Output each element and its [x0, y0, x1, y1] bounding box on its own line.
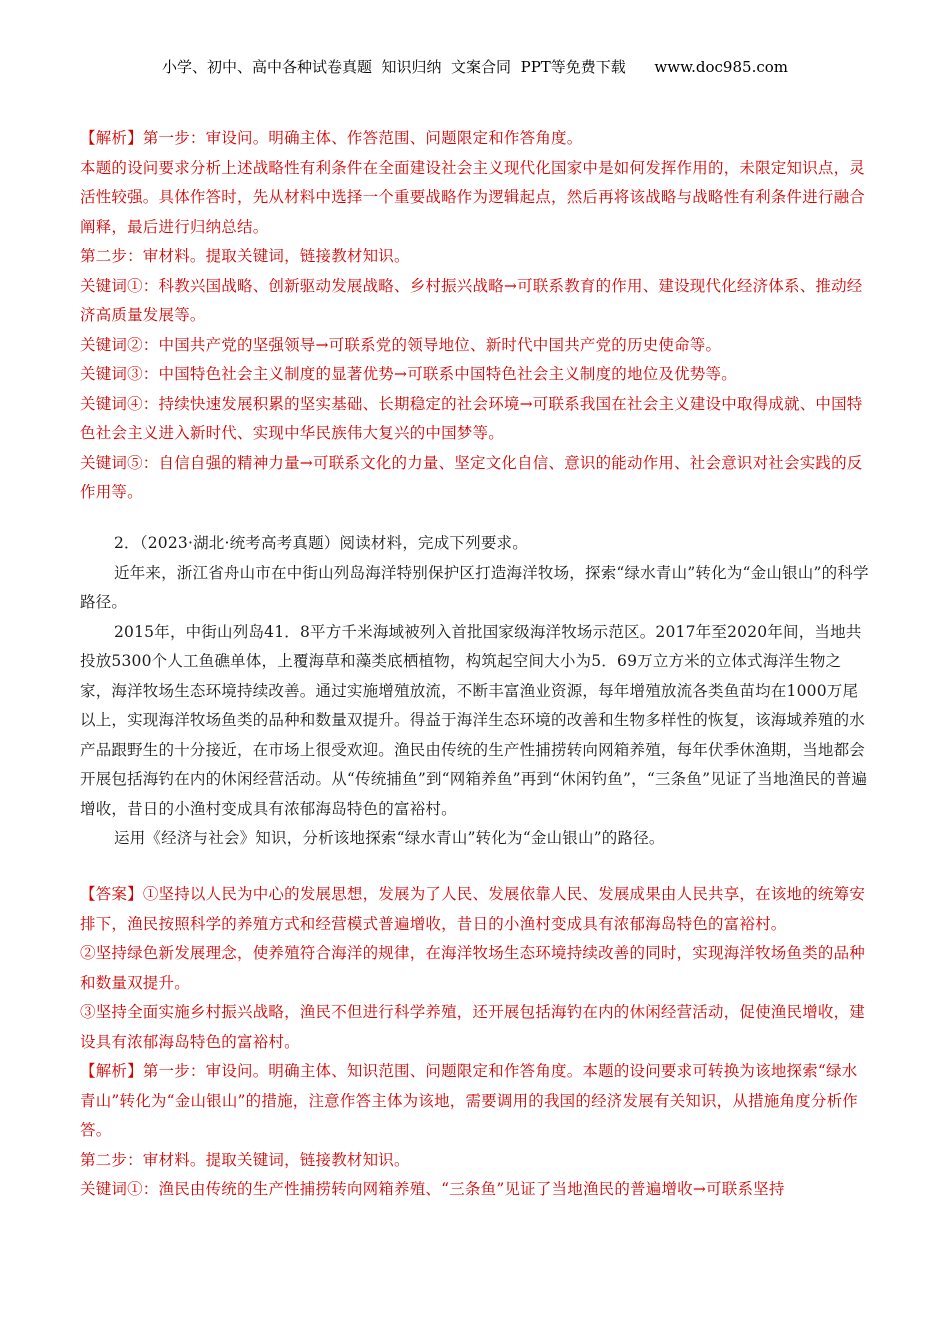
answer-2: ②坚持绿色新发展理念，使养殖符合海洋的规律，在海洋牧场生态环境持续改善的同时，实现海洋牧场鱼类的品种和数量双提升。	[80, 944, 866, 992]
analysis-tag: 【解析】	[80, 129, 143, 147]
answer-1	[80, 880, 872, 939]
analysis-paragraph: 本题的设问要求分析上述战略性有利条件在全面建设社会主义现代化国家中是如何发挥作用的，未限定知识点，灵活性较强。具体作答时，先从材料中选择一个重要战略作为逻辑起点，然后再将该战略与战略性有利条件进行融合阐释，最后进行归纳总结。	[80, 158, 866, 236]
question-prompt: 运用《经济与社会》知识，分析该地探索“绿水青山”转化为“金山银山”的路径。	[114, 829, 665, 847]
keyword-3: 关键词③：中国特色社会主义制度的显著优势→可联系中国特色社会主义制度的地位及优势等。	[80, 365, 737, 383]
analysis-section-1	[80, 124, 872, 508]
analysis-tag-2: 【解析】	[80, 1062, 143, 1080]
answer-section	[80, 880, 872, 1205]
analysis-step1	[80, 124, 872, 154]
analysis-2-step1	[80, 1057, 872, 1146]
question-title: 2．（2023·湖北·统考高考真题）阅读材料，完成下列要求。	[114, 534, 528, 552]
answer-3: ③坚持全面实施乡村振兴战略，渔民不但进行科学养殖，还开展包括海钓在内的休闲经营活动，促使渔民增收，建设具有浓郁海岛特色的富裕村。	[80, 1003, 866, 1051]
keyword-4: 关键词④：持续快速发展积累的坚实基础、长期稳定的社会环境→可联系我国在社会主义建设中取得成就、中国特色社会主义进入新时代、实现中华民族伟大复兴的中国梦等。	[80, 394, 863, 442]
keyword-2: 关键词②：中国共产党的坚强领导→可联系党的领导地位、新时代中国共产党的历史使命等。	[80, 335, 722, 354]
analysis-step2: 第二步：审材料。提取关键词，链接教材知识。	[80, 247, 410, 265]
analysis-2-keyword-1: 关键词①：渔民由传统的生产性捕捞转向网箱养殖、“三条鱼”见证了当地渔民的普遍增收→可联系坚持	[80, 1180, 785, 1198]
page-header: 小学、初中、高中各种试卷真题 知识归纳 文案合同 PPT等免费下载 www.doc985.com	[161, 58, 788, 76]
keyword-5: 关键词⑤：自信自强的精神力量→可联系文化的力量、坚定文化自信、意识的能动作用、社会意识对社会实践的反作用等。	[80, 453, 863, 501]
material-paragraph-2: 2015年，中街山列岛41．8平方千米海域被列入首批国家级海洋牧场示范区。2017年至2020年间，当地共投放5300个人工鱼礁单体，上覆海草和藻类底栖植物，构筑起空间大小为5．69万立方米的立体式海洋生物之家，海洋牧场生态环境持续改善。通过实施增殖放流，不断丰富渔业资源，每年增殖放流各类鱼苗均在1000万尾以上，实现海洋牧场鱼类的品种和数量双提升。得益于海洋生态环境的改善和生物多样性的恢复，该海域养殖的水产品跟野生的十分接近，在市场上很受欢迎。渔民由传统的生产性捕捞转向网箱养殖，每年伏季休渔期，当地都会开展包括海钓在内的休闲经营活动。从“传统捕鱼”到“网箱养鱼”再到“休闲钓鱼”，“三条鱼”见证了当地渔民的普遍增收，昔日的小渔村变成具有浓郁海岛特色的富裕村。	[80, 622, 868, 818]
keyword-1: 关键词①：科教兴国战略、创新驱动发展战略、乡村振兴战略→可联系教育的作用、建设现代化经济体系、推动经济高质量发展等。	[80, 276, 863, 324]
analysis-2-step1-text: 第一步：审设问。明确主体、知识范围、问题限定和作答角度。本题的设问要求可转换为该地探索“绿水青山”转化为“金山银山”的措施，注意作答主体为该地，需要调用的我国的经济发展有关知识，从措施角度分析作答。	[80, 1062, 858, 1139]
question-2-material	[80, 529, 872, 854]
answer-1-text: ①坚持以人民为中心的发展思想，发展为了人民、发展依靠人民、发展成果由人民共享，在该地的统筹安排下，渔民按照科学的养殖方式和经营模式普遍增收，昔日的小渔村变成具有浓郁海岛特色的富裕村。	[80, 885, 866, 933]
material-paragraph-1: 近年来，浙江省舟山市在中街山列岛海洋特别保护区打造海洋牧场，探索“绿水青山”转化为“金山银山”的科学路径。	[80, 563, 869, 611]
analysis-step1-text: 第一步：审设问。明确主体、作答范围、问题限定和作答角度。	[142, 129, 583, 147]
analysis-2-step2: 第二步：审材料。提取关键词，链接教材知识。	[80, 1150, 410, 1169]
answer-tag: 【答案】	[80, 885, 143, 903]
